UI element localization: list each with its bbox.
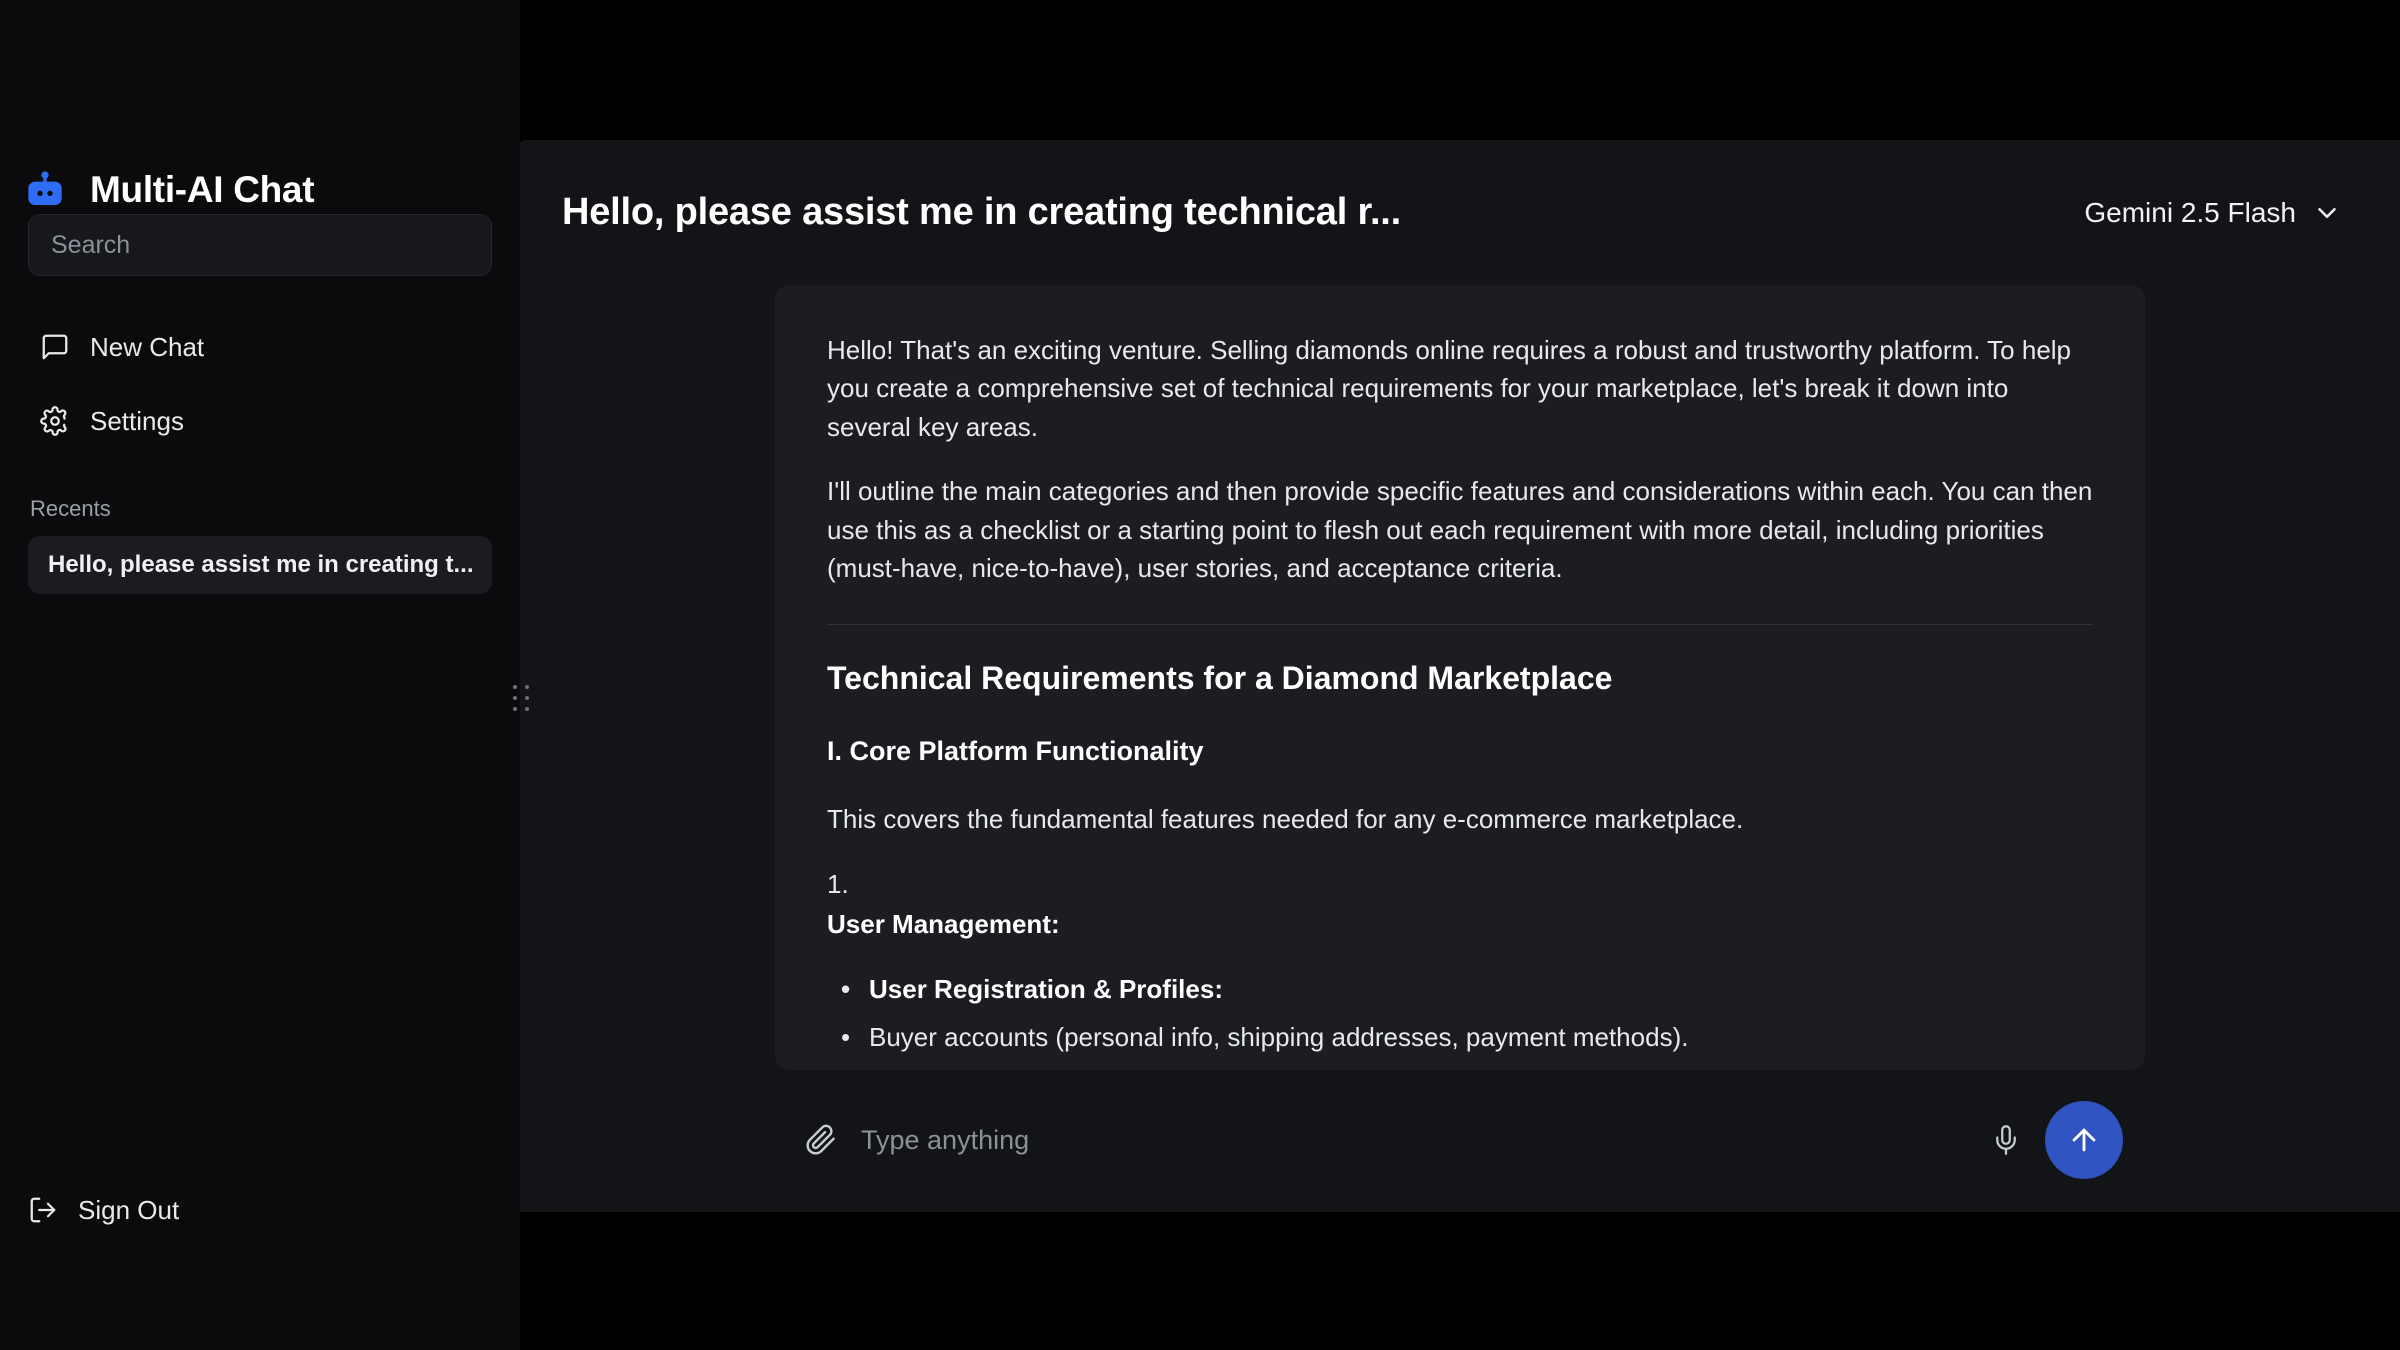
sidebar-item-new-chat[interactable] (28, 316, 492, 378)
send-button[interactable] (2045, 1101, 2123, 1179)
sign-out-button[interactable] (0, 1180, 520, 1240)
sidebar-item-settings[interactable] (28, 390, 492, 452)
recents-heading: Recents (30, 496, 111, 521)
brand (0, 0, 520, 230)
chat-header (520, 140, 2400, 285)
sidebar-item-label: New Chat (90, 331, 205, 362)
paperclip-icon[interactable] (805, 1124, 837, 1156)
message-paragraph: I'll outline the main categories and then provide specific features and considerations within each. You can then use this as a checklist or a starting point to flesh out each requirement with more detail, including priorities (must-have, nice-to-have), user stories, and acceptance criteria. (827, 476, 2093, 584)
sidebar-item-label: Settings (90, 405, 184, 436)
message-divider (827, 624, 2093, 625)
page-title: Hello, please assist me in creating technical r... (562, 191, 1402, 233)
model-selector-label: Gemini 2.5 Flash (2084, 196, 2296, 228)
conversation-area (775, 285, 2145, 1212)
list-item: • Buyer accounts (personal info, shipping addresses, payment methods). (833, 1018, 2093, 1056)
search-container (0, 214, 520, 276)
message-subheading: I. Core Platform Functionality (827, 736, 1204, 767)
arrow-up-icon (2067, 1123, 2101, 1157)
sign-out-label: Sign Out (78, 1194, 180, 1225)
sidebar-nav (0, 316, 520, 452)
sign-out-icon (28, 1195, 58, 1225)
search-input[interactable] (51, 231, 469, 260)
composer-container (775, 1072, 2145, 1196)
gear-icon (40, 406, 70, 436)
message-paragraph: This covers the fundamental features needed for any e-commerce marketplace. (827, 804, 1744, 835)
robot-logo-icon (22, 167, 68, 213)
search-box[interactable] (28, 214, 492, 276)
sidebar-resize-handle[interactable] (510, 685, 532, 715)
list-number-label: User Management: (827, 909, 1060, 940)
message-square-icon (40, 332, 70, 362)
microphone-icon[interactable] (1991, 1125, 2021, 1155)
brand-title: Multi-AI Chat (90, 169, 315, 210)
model-selector[interactable] (2084, 197, 2342, 229)
chat-panel (520, 140, 2400, 1212)
main-panel (520, 0, 2400, 1350)
message-heading: Technical Requirements for a Diamond Marketplace (827, 659, 1613, 696)
sidebar (0, 0, 520, 1350)
recent-chat-item[interactable] (28, 536, 492, 594)
list-number: 1. (827, 868, 849, 899)
assistant-message (775, 285, 2145, 1070)
composer (775, 1084, 2145, 1196)
chevron-down-icon (2312, 198, 2342, 228)
recent-chat-label: Hello, please assist me in creating t... (48, 551, 474, 578)
list-item: • User Registration & Profiles: (833, 970, 2093, 1008)
message-paragraph: Hello! That's an exciting venture. Selling diamonds online requires a robust and trustworthy platform. To help you create a comprehensive set of technical requirements for your marketplace, let's break it down into several key areas. (827, 335, 2072, 442)
message-input[interactable] (861, 1125, 1967, 1156)
